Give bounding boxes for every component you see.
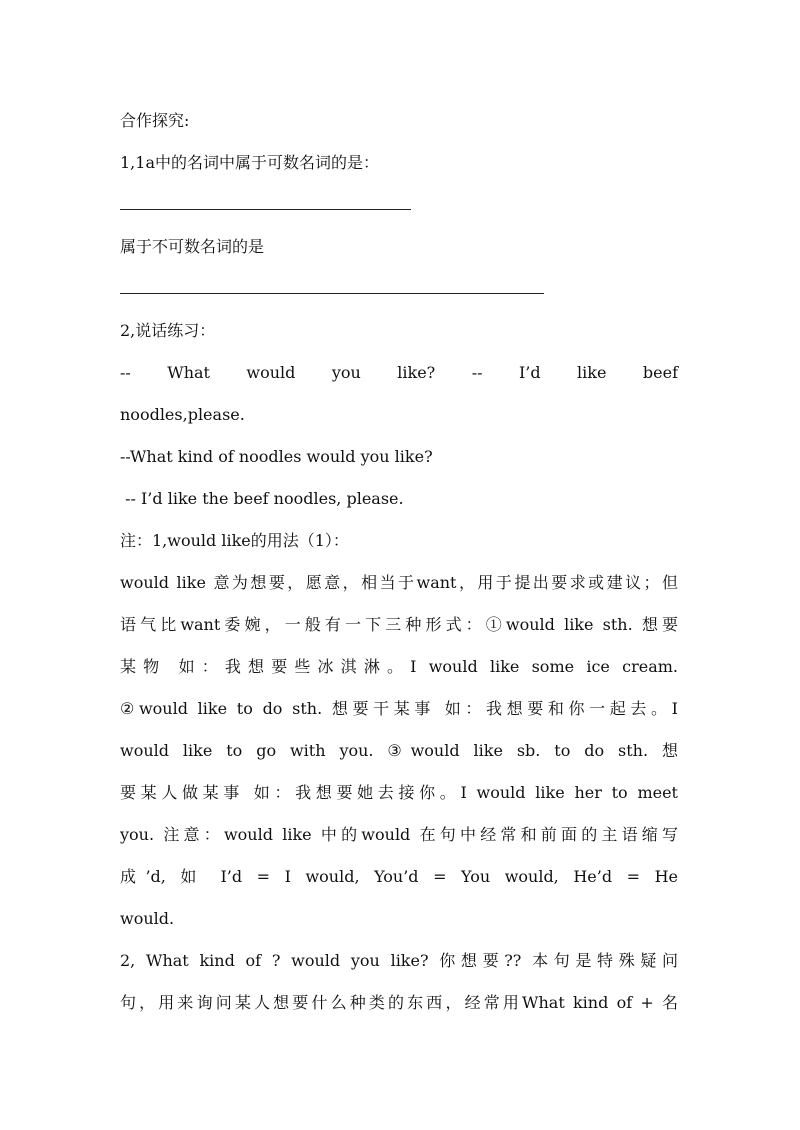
note-line: you. 注意：would like 中的would 在句中经常和前面的主语缩写 [120,825,678,844]
note-line: 某物 如：我想要些冰淇淋。I would like some ice cream. [120,657,678,676]
section-heading: 合作探究: [120,111,190,130]
note-line: 语气比want委婉，一般有一下三种形式：①would like sth. 想要 [120,615,678,634]
answer-blank-countable [120,209,411,210]
point-line: 句，用来询问某人想要什么种类的东西，经常用What kind of + 名 [120,993,678,1012]
note-line: 成’d, 如 I’d = I would, You’d = You would, He’d = He [120,867,678,886]
dialogue-line: noodles,please. [120,405,245,424]
note-line: ②would like to do sth. 想要干某事 如：我想要和你一起去。I [120,699,678,718]
note-line: would like 意为想要，愿意，相当于want，用于提出要求或建议；但 [120,573,678,592]
speaking-practice-title: 2,说话练习： [120,321,216,340]
question-uncountable-nouns: 属于不可数名词的是 [120,237,265,256]
note-line: would like to go with you. ③would like sb. to do sth. 想 [120,741,678,760]
answer-blank-uncountable [120,293,544,294]
point-line: 2, What kind of ? would you like? 你想要?? 本句是特殊疑问 [120,951,678,970]
note-line: 要某人做某事 如：我想要她去接你。I would like her to meet [120,783,678,802]
dialogue-line: -- What would you like? -- I’d like beef [120,363,678,382]
dialogue-line: --What kind of noodles would you like? [120,447,433,466]
note-title: 注：1,would like的用法（1）： [120,531,349,550]
dialogue-line: -- I’d like the beef noodles, please. [120,489,404,508]
note-line: would. [120,909,175,928]
question-countable-nouns: 1,1a中的名词中属于可数名词的是： [120,153,379,172]
